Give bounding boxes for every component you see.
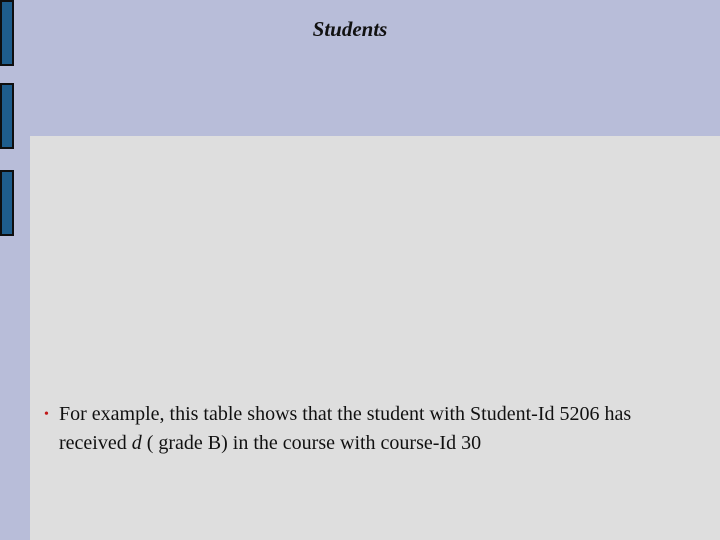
slide-content-area (30, 136, 720, 540)
bullet-text (59, 403, 631, 454)
bullet-icon: • (44, 407, 49, 422)
bullet-text-emphasis: d (131, 432, 142, 454)
accent-bar-bottom (0, 170, 14, 236)
accent-bar-middle (0, 83, 14, 149)
bullet-list (44, 400, 664, 458)
slide-title: Students (312, 17, 388, 41)
bullet-text-after: ( grade B) in the course with course-Id 30 (141, 432, 482, 454)
bullet-item (44, 400, 664, 458)
bullet-text-before: For example, this table shows that the student with Student-Id 5206 has received (59, 403, 632, 454)
